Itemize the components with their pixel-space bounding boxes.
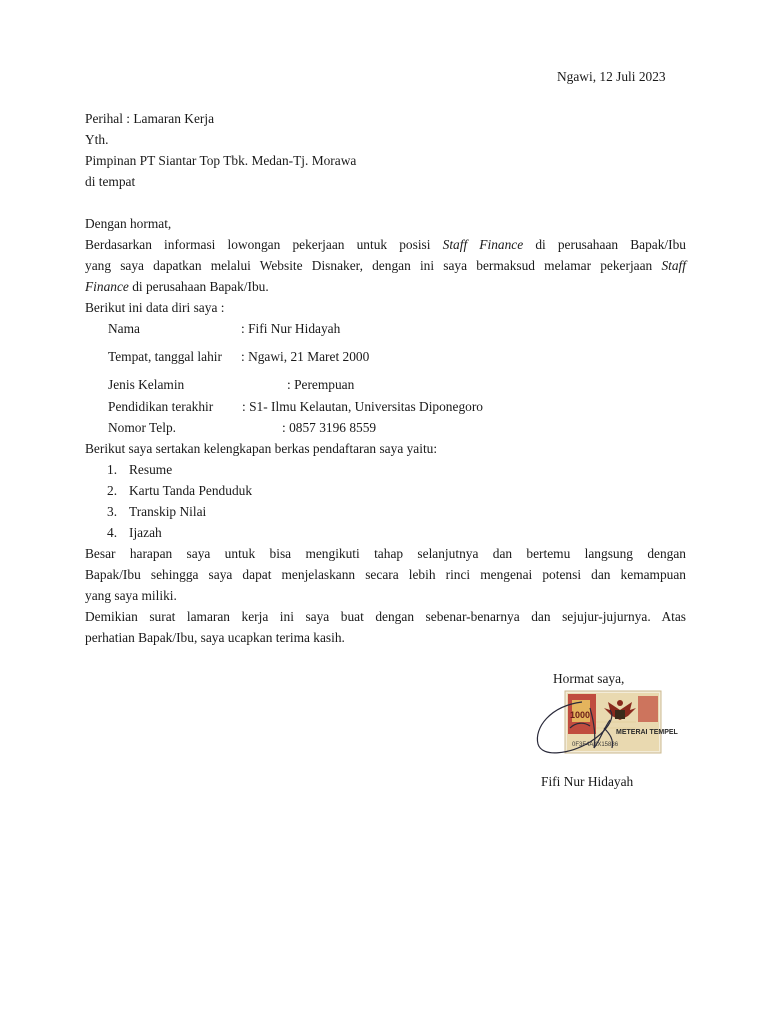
personal-label-name: Nama [108, 321, 140, 336]
intro-line-1 [85, 236, 686, 253]
hope-line-1: Besar harapan saya untuk bisa mengikuti tahap selanjutnya dan bertemu langsung dengan [85, 546, 686, 561]
stamp-serial: 0F3F4AKX15886 [572, 742, 619, 748]
recipient-line: Pimpinan PT Siantar Top Tbk. Medan-Tj. Morawa [85, 153, 357, 168]
closing-line-1: Demikian surat lamaran kerja ini saya buat dengan sebenar-benarnya dan sejujur-jujurnya. Atas [85, 609, 686, 624]
intro-text-a: Berdasarkan informasi lowongan pekerjaan untuk posisi [85, 237, 443, 252]
intro-line-3 [85, 278, 269, 295]
personal-value-birth: : Ngawi, 21 Maret 2000 [241, 349, 370, 364]
personal-label-gender: Jenis Kelamin [108, 377, 185, 392]
position-name-part1: Staff [661, 258, 686, 273]
meterai-stamp-icon [530, 688, 678, 760]
intro-line-2 [85, 257, 686, 274]
attachment-num: 3. [107, 504, 118, 519]
personal-label-education: Pendidikan terakhir [108, 399, 214, 414]
attachment-item: Kartu Tanda Penduduk [129, 483, 253, 498]
svg-text:1000: 1000 [570, 710, 591, 720]
intro-text-c: yang saya dapatkan melalui Website Disnaker, dengan ini saya bermaksud melamar pekerjaan [85, 258, 662, 273]
attachment-num: 4. [107, 525, 118, 540]
position-name-part2: Finance [85, 279, 129, 294]
stamp-label: METERAI TEMPEL [616, 729, 678, 736]
attachments-intro: Berikut saya sertakan kelengkapan berkas pendaftaran saya yaitu: [85, 441, 438, 456]
personal-label-phone: Nomor Telp. [108, 420, 176, 435]
greeting: Dengan hormat, [85, 216, 172, 231]
attachment-num: 1. [107, 462, 118, 477]
closing-line-2: perhatian Bapak/Ibu, saya ucapkan terima kasih. [85, 630, 345, 645]
personal-value-phone: : 0857 3196 8559 [282, 420, 377, 435]
attachment-item: Resume [129, 462, 173, 477]
position-name: Staff Finance [442, 237, 524, 252]
signatory-name: Fifi Nur Hidayah [541, 774, 634, 789]
personal-label-birth: Tempat, tanggal lahir [108, 349, 222, 364]
place-date: Ngawi, 12 Juli 2023 [557, 69, 666, 84]
personal-value-education: : S1- Ilmu Kelautan, Universitas Diponegoro [242, 399, 483, 414]
attachment-item: Transkip Nilai [129, 504, 207, 519]
personal-value-name: : Fifi Nur Hidayah [241, 321, 341, 336]
intro-text-d: di perusahaan Bapak/Ibu. [128, 279, 269, 294]
subject-line: Perihal : Lamaran Kerja [85, 111, 215, 126]
hope-line-3: yang saya miliki. [85, 588, 177, 603]
personal-value-gender: : Perempuan [287, 377, 355, 392]
data-intro: Berikut ini data diri saya : [85, 300, 225, 315]
salutation-to: Yth. [85, 132, 109, 147]
regards: Hormat saya, [553, 671, 625, 686]
attachment-num: 2. [107, 483, 118, 498]
hope-line-2: Bapak/Ibu sehingga saya dapat menjelaskann secara lebih rinci mengenai potensi dan kemampuan [85, 567, 686, 582]
intro-text-b: di perusahaan Bapak/Ibu [523, 237, 686, 252]
location-line: di tempat [85, 174, 136, 189]
attachment-item: Ijazah [129, 525, 162, 540]
signature-stamp [530, 688, 678, 760]
